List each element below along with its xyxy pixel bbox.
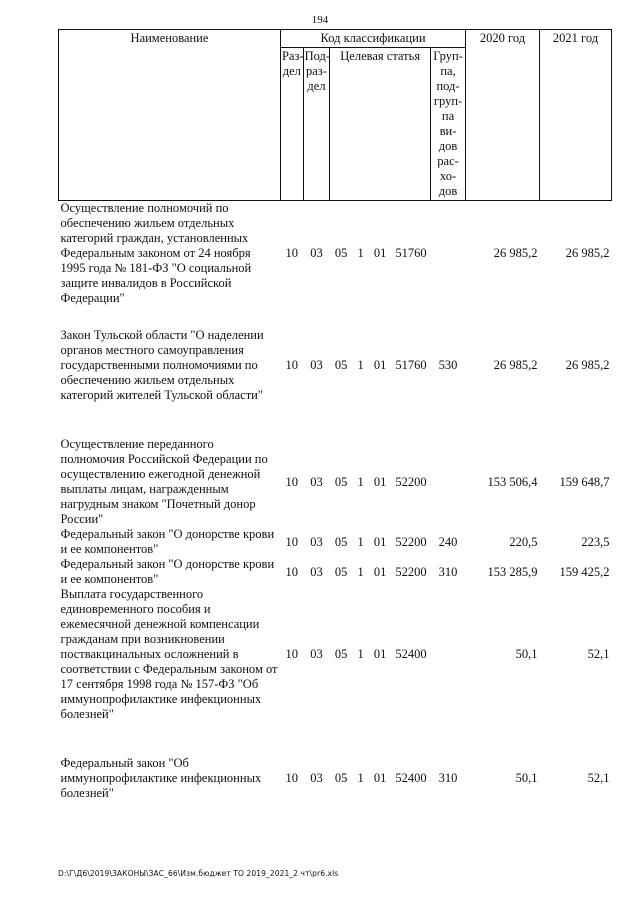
row-article-3: 01 <box>373 474 387 489</box>
header-2021: 2021 год <box>540 30 612 201</box>
row-article-2: 1 <box>357 564 364 579</box>
row-spacer <box>59 403 612 437</box>
row-article-1: 05 <box>334 358 348 372</box>
row-amount-2020: 50,1 <box>515 771 538 785</box>
row-subsection: 03 <box>310 246 323 260</box>
row-article-1: 05 <box>334 564 348 579</box>
page-number: 194 <box>311 14 329 26</box>
row-amount-2021: 52,1 <box>587 771 610 785</box>
row-article-1: 05 <box>334 474 348 489</box>
table-row <box>59 328 612 403</box>
row-subsection: 03 <box>310 647 323 661</box>
row-article-4: 51760 <box>395 246 427 260</box>
row-article-3: 01 <box>373 771 387 785</box>
row-section: 10 <box>285 647 299 661</box>
table-row <box>59 756 612 801</box>
row-article-4: 51760 <box>395 358 427 372</box>
row-amount-2021: 26 985,2 <box>565 246 610 260</box>
row-amount-2020: 153 506,4 <box>487 474 538 489</box>
row-name: Осуществление полномочий по обеспечению жильем отдельных категорий граждан, установленных Федеральным законом от 24 ноября 1995 года № 181-ФЗ "О социальной защите инвалидов в Российской Федерации" <box>60 201 252 305</box>
header-expense-group: Груп- па, под- груп- па ви- дов рас- хо- дов <box>431 48 466 201</box>
row-article-1: 05 <box>334 647 348 661</box>
row-amount-2020: 50,1 <box>515 647 538 661</box>
row-article-2: 1 <box>357 771 364 785</box>
row-article-3: 01 <box>373 647 387 661</box>
row-group <box>431 437 466 527</box>
row-group: 310 <box>438 564 458 579</box>
row-amount-2020: 26 985,2 <box>493 358 538 372</box>
header-code-group: Код классификации <box>280 30 465 48</box>
row-article-4: 52200 <box>395 534 427 549</box>
row-article-1: 05 <box>334 771 348 785</box>
row-name: Федеральный закон "Об иммунопрофилактике инфекционных болезней" <box>60 756 262 800</box>
row-article-4: 52400 <box>395 771 427 785</box>
row-article-2: 1 <box>357 534 364 549</box>
row-amount-2021: 159 648,7 <box>559 474 610 489</box>
row-article-4: 52200 <box>395 564 427 579</box>
row-name: Закон Тульской области "О наделении органов местного самоуправления государственными полномочиями по обеспечению жильем отдельных категорий жителей Тульской области" <box>60 328 264 402</box>
row-name: Выплата государственного единовременного пособия и ежемесячной денежной компенсации гражданам при возникновении поствакцинальных осложнений в соответствии с Федеральным законом от 17 сентября 1998 года № 157-ФЗ "Об иммунопрофилактике инфекционных болезней" <box>60 587 278 721</box>
row-name: Федеральный закон "О донорстве крови и ее компонентов" <box>60 527 275 556</box>
row-section: 10 <box>285 564 299 579</box>
row-article-3: 01 <box>373 534 387 549</box>
row-amount-2020: 26 985,2 <box>493 246 538 260</box>
budget-table <box>58 29 612 801</box>
row-group: 530 <box>438 358 458 372</box>
row-subsection: 03 <box>310 534 323 549</box>
row-article-2: 1 <box>357 474 364 489</box>
file-path-footer: D:\Г\Д6\2019\ЗАКОНЫ\ЗАС_66\Изм.бюджет ТО 2019_2021_2 чт\pr6.xls <box>58 869 339 878</box>
row-amount-2021: 159 425,2 <box>559 564 610 579</box>
row-section: 10 <box>285 771 299 785</box>
row-amount-2021: 26 985,2 <box>565 358 610 372</box>
row-subsection: 03 <box>310 474 323 489</box>
row-subsection: 03 <box>310 564 323 579</box>
row-article-4: 52200 <box>395 474 427 489</box>
row-article-2: 1 <box>357 647 364 661</box>
row-section: 10 <box>285 534 299 549</box>
row-article-2: 1 <box>357 246 364 260</box>
row-article-3: 01 <box>373 246 387 260</box>
row-article-2: 1 <box>357 358 364 372</box>
row-subsection: 03 <box>310 771 323 785</box>
header-name: Наименование <box>59 30 281 201</box>
row-article-3: 01 <box>373 358 387 372</box>
row-article-1: 05 <box>334 534 348 549</box>
row-group: 240 <box>438 534 458 549</box>
header-section: Раз- дел <box>280 48 303 201</box>
table-row <box>59 557 612 587</box>
row-subsection: 03 <box>310 358 323 372</box>
row-article-1: 05 <box>334 246 348 260</box>
row-spacer <box>59 722 612 756</box>
row-name: Федеральный закон "О донорстве крови и ее компонентов" <box>60 557 275 586</box>
table-row <box>59 201 612 307</box>
table-row <box>59 527 612 557</box>
row-amount-2020: 153 285,9 <box>487 564 538 579</box>
row-name: Осуществление переданного полномочия Российской Федерации по осуществлению ежегодной денежной выплаты лицам, награжденным нагрудным знаком "Почетный донор России" <box>60 437 268 526</box>
row-amount-2021: 52,1 <box>587 647 610 661</box>
row-article-3: 01 <box>373 564 387 579</box>
row-article-4: 52400 <box>395 647 427 661</box>
table-row <box>59 587 612 722</box>
header-subsection: Под- раз- дел <box>303 48 330 201</box>
row-group: 310 <box>438 771 458 785</box>
row-group <box>431 587 466 722</box>
row-group <box>431 201 466 307</box>
table-row <box>59 437 612 527</box>
row-amount-2021: 223,5 <box>581 534 610 549</box>
row-section: 10 <box>285 246 299 260</box>
row-spacer <box>59 306 612 328</box>
row-section: 10 <box>285 474 299 489</box>
header-target-article: Целевая статья <box>330 48 431 201</box>
header-2020: 2020 год <box>466 30 540 201</box>
header-row-1 <box>59 30 612 48</box>
row-amount-2020: 220,5 <box>509 534 538 549</box>
row-section: 10 <box>285 358 299 372</box>
